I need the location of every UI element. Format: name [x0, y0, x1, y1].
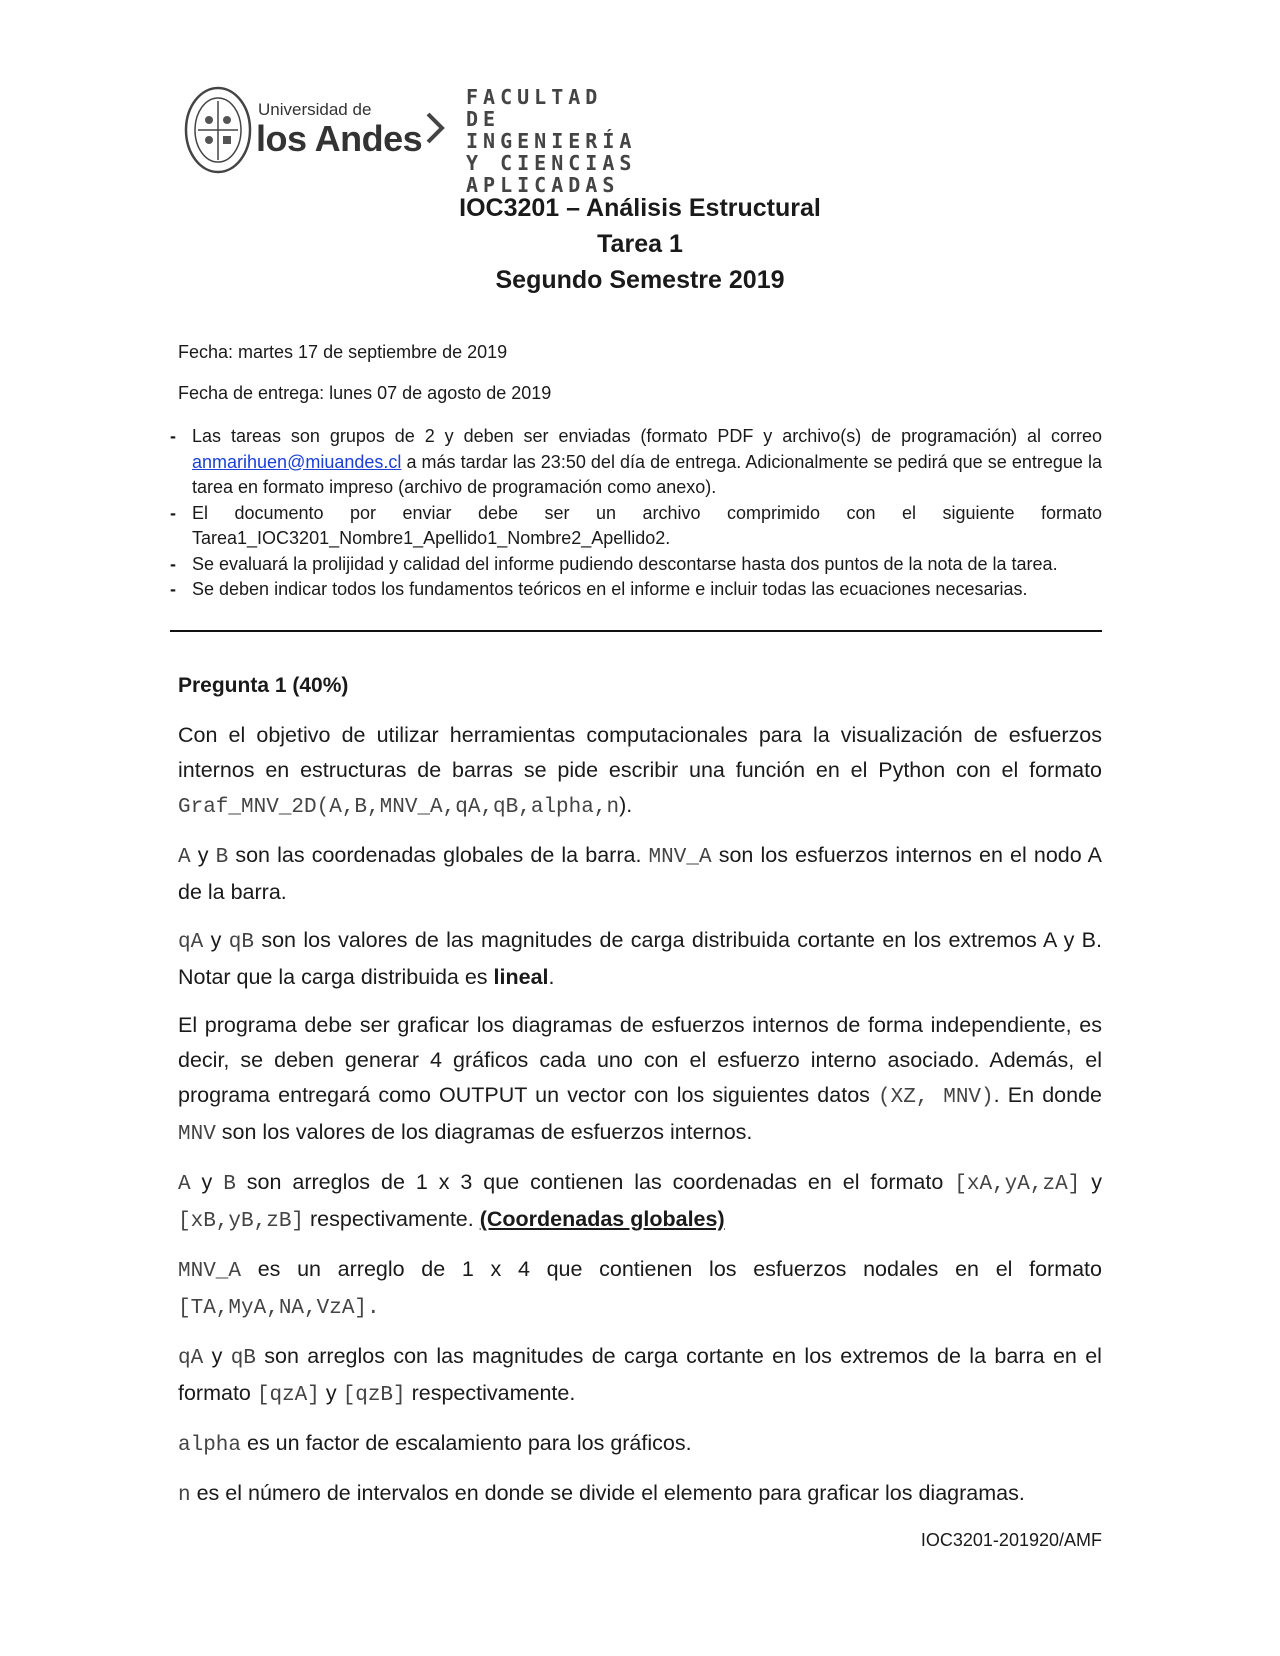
footer-code: IOC3201-201920/AMF — [920, 1530, 1102, 1550]
faculty-line: FACULTAD — [466, 85, 603, 109]
issue-date: Fecha: martes 17 de septiembre de 2019 — [178, 342, 508, 362]
university-name-small: Universidad de — [258, 100, 372, 119]
question-title: Pregunta 1 (40%) — [178, 674, 349, 697]
course-title: IOC3201 – Análisis Estructural — [459, 194, 821, 222]
paragraph: A y B son arreglos de 1 x 3 que contienen las coordenadas en el formato [xA,yA,zA] y [xB,yB,zB] respectivamente. (Coordenadas globales) — [178, 1170, 1102, 1233]
semester-title: Segundo Semestre 2019 — [495, 266, 785, 294]
list-item: - Se deben indicar todos los fundamentos teóricos en el informe e incluir todas las ecuaciones necesarias. — [170, 579, 1028, 599]
faculty-line: DE INGENIERÍA — [466, 107, 637, 153]
list-item: - Se evaluará la prolijidad y calidad del informe pudiendo descontarse hasta dos puntos de la nota de la tarea. — [170, 553, 1058, 574]
paragraph: Con el objetivo de utilizar herramientas computacionales para la visualización de esfuerzos internos en estructuras de barras se pide escribir una función en el Python con el formato Graf_MNV_2D(A,B,MNV_A,qA,qB,alpha,n). — [178, 723, 1102, 819]
university-name: los Andes — [256, 118, 423, 159]
due-date: Fecha de entrega: lunes 07 de agosto de 2019 — [178, 383, 552, 403]
faculty-name — [466, 86, 684, 196]
faculty-line: Y CIENCIAS — [466, 151, 637, 175]
email-link[interactable]: anmarihuen@miuandes.cl — [192, 451, 402, 472]
paragraph: qA y qB son arreglos con las magnitudes de carga cortante en los extremos de la barra en el formato [qzA] y [qzB] respectivamente. — [178, 1344, 1102, 1407]
paragraph: qA y qB son los valores de las magnitudes de carga distribuida cortante en los extremos A y B. Notar que la carga distribuida es lineal. — [178, 928, 1102, 989]
paragraph: n es el número de intervalos en donde se divide el elemento para graficar los diagramas. — [178, 1481, 1025, 1507]
list-item: - El documento por enviar debe ser un archivo comprimido con el siguiente formato Tarea1_IOC3201_Nombre1_Apellido1_Nombre2_Apellido2. — [170, 502, 1102, 548]
divider — [170, 630, 1102, 632]
paragraph: alpha es un factor de escalamiento para los gráficos. — [178, 1431, 692, 1457]
instructions-list — [170, 424, 1102, 603]
document-title — [0, 190, 1280, 298]
chevron-right-icon — [424, 110, 446, 146]
university-seal-icon — [184, 85, 252, 175]
list-item: - Las tareas son grupos de 2 y deben ser enviadas (formato PDF y archivo(s) de programación) al correo anmarihuen@miuandes.cl a más tardar las 23:50 del día de entrega. Adicionalmente se pedirá que se entregue la tarea en formato impreso (archivo de programación como anexo). — [170, 426, 1102, 497]
university-logo — [184, 80, 684, 197]
paragraph: A y B son las coordenadas globales de la barra. MNV_A son los esfuerzos internos en el nodo A de la barra. — [178, 843, 1102, 904]
paragraph: MNV_A es un arreglo de 1 x 4 que contienen los esfuerzos nodales en el formato [TA,MyA,NA,VzA]. — [178, 1257, 1102, 1320]
question-body — [178, 718, 1102, 1526]
faculty-line: APLICADAS — [466, 173, 620, 197]
assignment-title: Tarea 1 — [597, 230, 683, 258]
paragraph: El programa debe ser graficar los diagramas de esfuerzos internos de forma independiente, es decir, se deben generar 4 gráficos cada uno con el esfuerzo interno asociado. Además, el programa entregará como OUTPUT un vector con los siguientes datos (XZ, MNV). En donde MNV son los valores de los diagramas de esfuerzos internos. — [178, 1013, 1102, 1146]
